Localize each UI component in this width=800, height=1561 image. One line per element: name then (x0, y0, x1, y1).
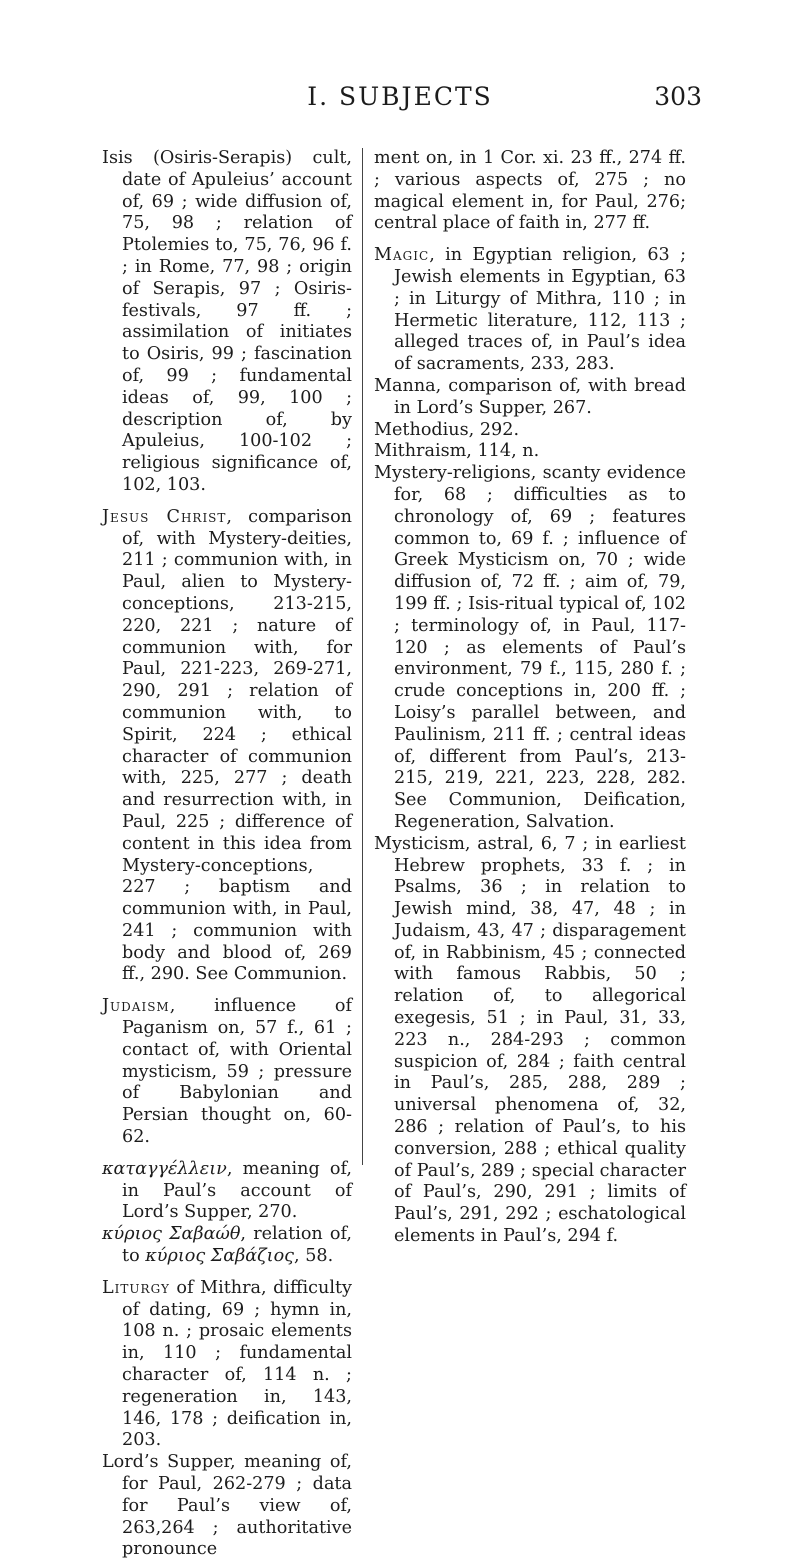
index-entry-liturgy (102, 1278, 352, 1452)
entry-headword: Mystery-religions (374, 463, 531, 484)
index-entry-magic (374, 245, 686, 376)
entry-greek-headword: καταγγέλλειν (102, 1158, 227, 1179)
entry-headword: Mysticism (374, 833, 465, 854)
index-entry-manna (374, 376, 686, 420)
right-column (374, 148, 686, 1248)
entry-headword: Mithraism (374, 441, 467, 462)
entry-text: , 114, n. (466, 441, 540, 462)
left-column (102, 148, 352, 1561)
entry-text: , comparison of, with bread in Lord’s Supper, 267. (394, 375, 686, 418)
entry-greek-term: κύριος Σαβάζιος (145, 1246, 295, 1267)
index-entry-continuation (374, 148, 686, 235)
entry-headword: Methodius (374, 419, 469, 440)
entry-greek-headword: κύριος Σαβαώθ (102, 1224, 241, 1245)
entry-text: , in Egyptian religion, 63 ; Jewish elements in Egyptian, 63 ; in Liturgy of Mithra, 110 ; in Hermetic literature, 112, 113 ; alleged traces of, in Paul’s idea of sacraments, 233, 283. (394, 245, 686, 375)
entry-headword: Isis (Osiris-Serapis) cult (102, 148, 347, 168)
entry-headword: Magic (374, 245, 430, 266)
column-divider (362, 148, 363, 1165)
entry-text: , comparison of, with Mystery-deities, 211 ; communion with, in Paul, alien to Mystery-conceptions, 213-215, 220, 221 ; nature of communion with, for Paul, 221-223, 269-271, 290, 291 ; relation of communion with, to Spirit, 224 ; ethical character of communion with, 225, 277 ; death and resurrection with, in Paul, 225 ; difference of content in this idea from Mystery-conceptions, 227 ; baptism and communion with, in Paul, 241 ; communion with body and blood of, 269 ff., 290. See Communion. (122, 506, 353, 985)
entry-headword: Jesus Christ (102, 506, 227, 527)
entry-text: , 58. (294, 1246, 334, 1267)
index-entry-jesus-christ (102, 507, 352, 987)
entry-text: ment on, in 1 Cor. xi. 23 ff., 274 ff. ; various aspects of, 275 ; no magical element in, for Paul, 276; central place of faith in, 277 ff. (374, 148, 686, 234)
index-entry-mysticism (374, 834, 686, 1248)
entry-headword: Lord’s Supper (102, 1452, 230, 1473)
entry-text: , date of Apuleius’ account of, 69 ; wide diffusion of, 75, 98 ; relation of Ptolemies to, 75, 76, 96 f. ; in Rome, 77, 98 ; origin of Serapis, 97 ; Osiris-festivals, 97 ff. ; assimilation of initiates to Osiris, 99 ; fascination of, 99 ; fundamental ideas of, 99, 100 ; description of, by Apuleius, 100-102 ; religious significance of, 102, 103. (122, 148, 352, 495)
entry-text: , influence of Paganism on, 57 f., 61 ; contact of, with Oriental mysticism, 59 ; pressure of Babylonian and Persian thought on, 60-62. (122, 996, 352, 1148)
entry-text: , astral, 6, 7 ; in earliest Hebrew prophets, 33 f. ; in Psalms, 36 ; in relation to Jewish mind, 38, 47, 48 ; in Judaism, 43, 47 ; disparagement of, in Rabbinism, 45 ; connected with famous Rabbis, 50 ; relation of, to allegorical exegesis, 51 ; in Paul, 31, 33, 223 n., 284-293 ; common suspicion of, 284 ; faith central in Paul’s, 285, 288, 289 ; universal phenomena of, 32, 286 ; relation of Paul’s, to his conversion, 288 ; ethical quality of Paul’s, 289 ; special character of Paul’s, 290, 291 ; limits of Paul’s, 291, 292 ; eschatological elements in Paul’s, 294 f. (394, 833, 686, 1247)
entry-headword: Judaism (102, 996, 170, 1017)
entry-headword: Liturgy (102, 1277, 170, 1298)
section-title: I. SUBJECTS (307, 82, 493, 111)
entry-text: of Mithra, difficulty of dating, 69 ; hymn in, 108 n. ; prosaic elements in, 110 ; fundamental character of, 114 n. ; regeneration in, 143, 146, 178 ; deification in, 203. (122, 1277, 352, 1451)
entry-text: , meaning of, for Paul, 262-279 ; data for Paul’s view of, 263,264 ; authoritative pronounce (122, 1452, 352, 1560)
index-entry-methodius (374, 420, 686, 442)
entry-text: , 292. (468, 419, 520, 440)
entry-text: , relation of, to (122, 1224, 353, 1267)
entry-text: , scanty evidence for, 68 ; difficulties as to chronology of, 69 ; features common to, 69 f. ; influence of Greek Mysticism on, 70 ; wide diffusion of, 72 ff. ; aim of, 79, 199 ff. ; Isis-ritual typical of, 102 ; terminology of, in Paul, 117-120 ; as elements of Paul’s environment, 79 f., 115, 280 f. ; crude conceptions in, 200 ff. ; Loisy’s parallel between, and Paulinism, 211 ff. ; central ideas of, different from Paul’s, 213-215, 219, 221, 223, 228, 282. See Communion, Deification, Regeneration, Salvation. (394, 463, 686, 832)
index-entry-kyrios (102, 1224, 352, 1268)
index-entry-isis (102, 148, 352, 497)
index-entry-lords-supper (102, 1452, 352, 1561)
index-entry-mystery-religions (374, 463, 686, 834)
running-header (0, 82, 800, 116)
index-entry-judaism (102, 996, 352, 1149)
entry-text: , meaning of, in Paul’s account of Lord’s Supper, 270. (122, 1158, 352, 1223)
page-number: 303 (654, 82, 702, 111)
index-entry-mithraism (374, 441, 686, 463)
entry-headword: Manna (374, 375, 436, 396)
index-entry-katangellein (102, 1159, 352, 1224)
